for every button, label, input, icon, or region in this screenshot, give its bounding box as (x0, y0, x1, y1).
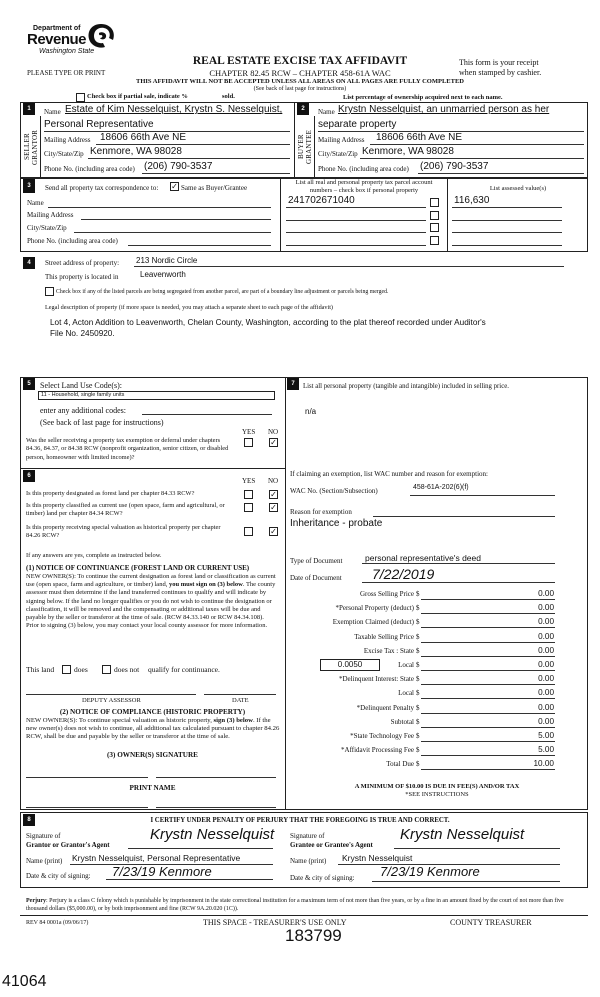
seller-phone-underline (142, 173, 290, 174)
currency-sign: $ (416, 590, 420, 598)
currency-sign: $ (416, 717, 420, 726)
wac-underline (410, 495, 555, 496)
parcel-underline (286, 207, 426, 208)
amount-label: Subtotal (390, 717, 414, 726)
wac-label: WAC No. (Section/Subsection) (290, 487, 378, 495)
exemption-question: Was the seller receiving a property tax exemption or deferral under chapters 84.36, 84.37, or 84.38 RCW (nonprofit organization, senior citizen, or disabled person, homeowner with limited income)? (26, 437, 229, 461)
s3-city-underline (74, 232, 271, 233)
perjury-text: : Perjury is a class C felony which is punishable by imprisonment in the state correctional institution for a maximum term of not more than five years, or by a fine in an amount fixed by the court of not more than five thousand dollars ($5,000.00), or by both imprisonment and fine (RCW 9A.20.020 (1C)). (26, 898, 564, 912)
certify-statement: I CERTIFY UNDER PENALTY OF PERJURY THAT THE FOREGOING IS TRUE AND CORRECT. (150, 817, 450, 824)
s6-yes-header: YES (242, 477, 256, 485)
parcel-underline (286, 245, 426, 246)
buyer-side-label (295, 116, 315, 178)
street-address-label: Street address of property: (45, 259, 120, 267)
seller-name-line2[interactable]: Personal Representative (44, 119, 154, 130)
notice1-title: (1) NOTICE OF CONTINUANCE (FOREST LAND OR CURRENT USE) (26, 564, 250, 572)
please-type-or-print: PLEASE TYPE OR PRINT (27, 69, 106, 77)
assessed-value[interactable]: 116,630 (454, 195, 490, 206)
amount-label: *Personal Property (deduct) (335, 604, 414, 613)
notice1-text-b: . The county assessor must then determine if the land transferred continues to qualify and will indicate by signing below. If the land no longer qualifies or you do not wish to continue the designation or classification, it will be removed and the compensating or additional taxes will be due and payable by the seller or transferor at the time of sale. (RCW 84.33.140 or RCW 84.34.108). Prior to signing (3) below, you may contact your local county assessor for more information. (26, 581, 276, 630)
personal-property-checkbox[interactable] (430, 223, 439, 232)
amount-underline (421, 741, 555, 742)
s3-city-label: City/State/Zip (27, 224, 67, 232)
receipt-note-2: when stamped by cashier. (459, 68, 542, 77)
doc-date-value[interactable]: 7/22/2019 (372, 566, 435, 582)
legal-description-label: Legal description of property (if more space is needed, you may attach a separate sheet to each page of the affidavit) (45, 304, 333, 311)
grantee-date-underline (372, 881, 560, 882)
amount-value[interactable]: 0.00 (538, 688, 554, 698)
amount-label: *State Technology Fee (350, 732, 414, 740)
section-8-number: 8 (23, 814, 35, 826)
currency-sign: $ (416, 732, 420, 740)
if-yes-note: If any answers are yes, complete as instructed below. (26, 552, 162, 559)
amount-value[interactable]: 0.00 (538, 660, 554, 669)
deputy-assessor-line[interactable] (26, 694, 196, 695)
seller-mailing-underline (96, 144, 290, 145)
doc-type-label: Type of Document (290, 557, 343, 565)
currency-sign: $ (416, 703, 420, 712)
notice2-bold: sign (3) below (213, 717, 253, 724)
amount-underline (421, 769, 555, 770)
local-rate-value: 0.0050 (337, 660, 363, 669)
parcel-number[interactable]: 241702671040 (288, 195, 355, 206)
footer-rule (20, 915, 588, 916)
grantee-name-label: Name (print) (290, 857, 327, 865)
does-not-label: does not (114, 665, 140, 674)
grantee-date-label: Date & city of signing: (290, 874, 355, 882)
located-in-label: This property is located in (45, 273, 119, 281)
county-treasurer-label: COUNTY TREASURER (450, 918, 532, 927)
amount-value[interactable]: 0.00 (538, 716, 554, 726)
qualify-label: qualify for continuance. (148, 665, 220, 674)
amount-value[interactable]: 5.00 (538, 745, 554, 755)
logo-line3: Washington State (39, 48, 95, 55)
section-7-number: 7 (287, 378, 299, 390)
amount-label: *Delinquent Penalty (356, 703, 414, 712)
deputy-assessor-label: DEPUTY ASSESSOR (82, 697, 141, 704)
land-does-checkbox[interactable] (62, 665, 71, 674)
amount-value[interactable]: 10.00 (533, 759, 554, 769)
amount-value[interactable]: 0.00 (538, 603, 554, 613)
amount-label: Taxable Selling Price (354, 632, 414, 641)
seller-phone[interactable]: (206) 790-3537 (144, 161, 213, 172)
amount-label: Total Due (386, 760, 414, 769)
amount-underline (421, 627, 555, 628)
treasurer-use-label: THIS SPACE - TREASURER'S USE ONLY (203, 918, 347, 927)
section-6-top-rule (20, 468, 285, 469)
send-correspondence-label: Send all property tax correspondence to: (45, 184, 159, 192)
doc-type-underline (362, 563, 555, 564)
amount-value[interactable]: 0.00 (538, 589, 554, 598)
buyer-mailing-label: Mailing Address (318, 136, 365, 144)
currency-sign: $ (416, 689, 420, 698)
buyer-mailing-underline (370, 144, 584, 145)
wac-value[interactable]: 458-61A-202(6)(f) (413, 484, 469, 491)
grantee-sig-label-2: Grantee or Grantee's Agent (290, 841, 373, 849)
currency-sign: $ (416, 632, 420, 641)
reason-label: Reason for exemption (290, 508, 352, 516)
notice2-text-a: NEW OWNER(S): To continue special valuation as historic property, (26, 717, 212, 724)
seller-city-label: City/State/Zip (44, 150, 84, 158)
s6-question-text: Is this property designated as forest land per chapter 84.33 RCW? (26, 490, 195, 497)
assessed-header: List assessed value(s) (489, 185, 547, 192)
legal-description-line2[interactable]: File No. 2450920. (50, 329, 115, 338)
see-instructions-note: *SEE INSTRUCTIONS (405, 791, 469, 798)
exemption-no-checkbox[interactable]: ✓ (270, 438, 277, 447)
form-revision: REV 84 0001a (09/06/17) (26, 920, 89, 926)
grantor-date-underline (106, 879, 273, 880)
currency-sign: $ (416, 760, 420, 769)
section-2-number: 2 (297, 103, 309, 115)
s6-question-text: Is this property receiving special valuation as historical property per chapter 84.26 RCW? (26, 524, 221, 540)
s5-no-header: NO (268, 428, 279, 436)
currency-sign: $ (416, 661, 420, 669)
additional-codes-label: enter any additional codes: (40, 406, 126, 415)
buyer-phone-label: Phone No. (including area code) (318, 165, 409, 173)
grantor-sig-label-1: Signature of (26, 832, 61, 840)
seller-name-line1[interactable]: Estate of Kim Nesselquist, Krystn S. Nesselquist, (65, 104, 283, 115)
s3-phone-underline (128, 245, 271, 246)
amount-label: Exemption Claimed (deduct) (332, 618, 414, 627)
buyer-name-line1[interactable]: Krystn Nesselquist, an unmarried person as her (338, 104, 550, 115)
form-subtitle: CHAPTER 82.45 RCW – CHAPTER 458-61A WAC (209, 68, 391, 78)
buyer-label: BUYER (297, 134, 305, 160)
amount-label: *Affidavit Processing Fee (341, 746, 414, 755)
buyer-city-label: City/State/Zip (318, 150, 358, 158)
grantor-name[interactable]: Krystn Nesselquist, Personal Representative (72, 853, 241, 863)
buyer-city-underline (360, 158, 584, 159)
s6-q2-no-checkbox[interactable]: ✓ (270, 503, 277, 512)
section-1-number: 1 (23, 103, 35, 115)
amount-underline (421, 599, 555, 600)
notice1-body (26, 573, 278, 630)
assessor-date-label: DATE (232, 697, 249, 704)
currency-sign: $ (416, 604, 420, 613)
amount-underline (421, 684, 555, 685)
section-6-number: 6 (23, 470, 35, 482)
land-use-label: Select Land Use Code(s): (40, 381, 122, 390)
s3-name-label: Name (27, 199, 44, 207)
amount-value[interactable]: 0.00 (538, 702, 554, 712)
s5-see-back: (See back of last page for instructions) (40, 418, 164, 427)
personal-property-checkbox[interactable] (430, 211, 439, 220)
s3-phone-label: Phone No. (including area code) (27, 237, 118, 245)
owner-signature-label: (3) OWNER(S) SIGNATURE (107, 751, 198, 759)
personal-property-checkbox[interactable] (430, 198, 439, 207)
s3-mailing-label: Mailing Address (27, 211, 74, 219)
same-as-buyer-label: Same as Buyer/Grantee (181, 184, 248, 192)
completion-warning: THIS AFFIDAVIT WILL NOT BE ACCEPTED UNLESS ALL AREAS ON ALL PAGES ARE FULLY COMPLETED (136, 78, 464, 85)
amount-label: Local (398, 689, 414, 698)
amount-underline (421, 656, 555, 657)
buyer-phone-underline (418, 173, 584, 174)
assessed-underline (452, 207, 562, 208)
grantor-date-label: Date & city of signing: (26, 872, 91, 880)
buyer-name-label: Name (318, 108, 335, 116)
buyer-city[interactable]: Kenmore, WA 98028 (362, 146, 454, 157)
seller-side-label (21, 116, 41, 178)
reason-value[interactable]: Inheritance - probate (290, 518, 383, 529)
amount-value[interactable]: 0.00 (538, 631, 554, 641)
amount-label: Gross Selling Price (359, 590, 414, 598)
parcel-underline (286, 232, 426, 233)
grantee-signature[interactable]: Krystn Nesselquist (400, 826, 525, 843)
s6-q1-yes-checkbox[interactable] (244, 490, 253, 499)
notice1-bold: you must sign on (3) below (168, 581, 243, 589)
owner-signature-line-1[interactable] (26, 777, 148, 778)
street-underline (134, 266, 564, 267)
buyer-phone[interactable]: (206) 790-3537 (420, 161, 489, 172)
exemption-yes-checkbox[interactable] (244, 438, 253, 447)
section-4-number: 4 (23, 257, 35, 269)
print-name-line-2[interactable] (156, 807, 276, 808)
dor-swirl-logo-icon (85, 22, 117, 50)
s5-yes-header: YES (242, 428, 256, 436)
currency-sign: $ (416, 646, 420, 655)
parcel-header-2: numbers – check box if personal property (309, 187, 419, 194)
personal-property-value[interactable]: n/a (305, 407, 317, 416)
amount-value[interactable]: 0.00 (538, 617, 554, 627)
partial-sale-checkbox[interactable] (76, 93, 85, 102)
minimum-due-note: A MINIMUM OF $10.00 IS DUE IN FEE(S) AND/OR TAX (354, 783, 520, 790)
margin-number: 41064 (2, 973, 47, 990)
amount-underline (421, 755, 555, 756)
assessed-underline (452, 245, 562, 246)
notice1-text-a: NEW OWNER(S): To continue the current designation as forest land or classification as current use (open space, farm and agriculture, or timber) land, (26, 573, 276, 589)
assessed-underline (452, 232, 562, 233)
exemption-claim-label: If claiming an exemption, list WAC number and reason for exemption: (290, 470, 488, 478)
s6-q2-yes-checkbox[interactable] (244, 503, 253, 512)
assessor-date-line[interactable] (204, 694, 276, 695)
amount-value[interactable]: 0.00 (538, 674, 554, 684)
segregated-label: Check box if any of the listed parcels are being segregated from another parcel, are part of a boundary line adjustment or parcels being merged. (56, 289, 389, 295)
reason-underline (373, 516, 555, 517)
grantee-date-city[interactable]: 7/23/19 Kenmore (380, 864, 480, 879)
perjury-notice (26, 897, 576, 913)
amount-label: *Delinquent Interest: State (338, 675, 414, 684)
land-does-not-checkbox[interactable] (102, 665, 111, 674)
assessed-underline (452, 220, 562, 221)
section-3-number: 3 (23, 179, 35, 193)
section-5-number: 5 (23, 378, 35, 390)
dor-logo (27, 22, 127, 62)
parcel-header-1: List all real and personal property tax parcel account (295, 179, 433, 186)
amount-underline (421, 727, 555, 728)
grantor-sig-label-2: Grantor or Grantor's Agent (26, 841, 110, 849)
receipt-note-1: This form is your receipt (459, 58, 539, 67)
seller-label: SELLER (23, 133, 31, 161)
grantee-name[interactable]: Krystn Nesselquist (342, 853, 413, 863)
doc-date-underline (362, 582, 555, 583)
land-use-select[interactable] (38, 391, 275, 400)
segregated-checkbox[interactable] (45, 287, 54, 296)
amount-label: Local (398, 661, 414, 669)
seller-name-label: Name (44, 108, 61, 116)
notice2-body (26, 717, 282, 741)
amount-value[interactable]: 5.00 (538, 731, 554, 740)
notice2-title: (2) NOTICE OF COMPLIANCE (HISTORIC PROPERTY) (59, 708, 246, 716)
notice2-text-b: . If the new owner(s) does not wish to continue, all additional tax calculated pursuant to chapter 84.26 RCW, shall be due and payable by the seller or transferor at the time of sale. (26, 717, 280, 740)
amount-underline (421, 642, 555, 643)
land-use-value: 11 - Household, single family units (41, 392, 125, 398)
currency-sign: $ (416, 618, 420, 627)
buyer-mailing[interactable]: 18606 66th Ave NE (376, 132, 462, 143)
currency-sign: $ (416, 746, 420, 755)
same-as-buyer-checkbox[interactable]: ✓ (171, 182, 178, 191)
amount-underline (421, 613, 555, 614)
see-back-note: (See back of last page for instructions) (253, 86, 347, 92)
seller-city[interactable]: Kenmore, WA 98028 (90, 146, 182, 157)
s3-name-underline (48, 207, 271, 208)
buyer-name-line2[interactable]: separate property (318, 119, 397, 130)
grantor-name-label: Name (print) (26, 857, 63, 865)
seller-mailing-label: Mailing Address (44, 136, 91, 144)
s6-q3-no-checkbox[interactable]: ✓ (270, 527, 277, 536)
amount-value[interactable]: 0.00 (538, 645, 554, 655)
form-title: REAL ESTATE EXCISE TAX AFFIDAVIT (192, 55, 408, 67)
grantee-sig-underline (394, 848, 560, 849)
does-label: does (74, 665, 88, 674)
amount-underline (421, 713, 555, 714)
amount-underline (421, 698, 555, 699)
doc-type-value[interactable]: personal representative's deed (365, 553, 481, 563)
print-name-line-1[interactable] (26, 807, 148, 808)
grantor-label: GRANTOR (31, 129, 39, 165)
grantee-label: GRANTEE (305, 129, 313, 165)
s6-question-text: Is this property classified as current use (open space, farm and agricultural, or timber) land per chapter 84.34 RCW? (26, 502, 225, 518)
logo-line1: Department of (33, 25, 81, 32)
street-address[interactable]: 213 Nordic Circle (136, 256, 198, 265)
parcel-underline (286, 220, 426, 221)
partial-sale-sold: sold. (222, 93, 235, 100)
located-in[interactable]: Leavenworth (140, 270, 186, 279)
amount-underline (421, 670, 555, 671)
s6-q3-yes-checkbox[interactable] (244, 527, 253, 536)
grantor-date-city[interactable]: 7/23/19 Kenmore (112, 864, 212, 879)
seller-city-underline (88, 158, 290, 159)
currency-sign: $ (416, 675, 420, 684)
amount-label: Excise Tax : State (363, 646, 414, 655)
personal-property-label: List all personal property (tangible and intangible) included in selling price. (303, 383, 509, 390)
owner-signature-line-2[interactable] (156, 777, 276, 778)
grantor-sig-underline (128, 848, 273, 849)
ownership-note: List percentage of ownership acquired next to each name. (343, 94, 503, 101)
additional-codes-input[interactable] (142, 414, 272, 415)
s3-mailing-underline (81, 219, 271, 220)
legal-description-line1[interactable]: Lot 4, Acton Addition to Leavenworth, Chelan County, Washington, according to the plat thereof recorded under Auditor's (50, 318, 486, 327)
this-land-label: This land (26, 665, 55, 674)
logo-line2: Revenue (27, 31, 87, 48)
print-name-label: PRINT NAME (129, 784, 176, 792)
perjury-bold: Perjury (26, 898, 46, 904)
personal-property-checkbox[interactable] (430, 236, 439, 245)
grantee-sig-label-1: Signature of (290, 832, 325, 840)
partial-sale-label: Check box if partial sale, indicate % (87, 93, 188, 100)
stamp-number: 183799 (285, 926, 342, 945)
seller-mailing[interactable]: 18606 66th Ave NE (100, 132, 186, 143)
s6-q1-no-checkbox[interactable]: ✓ (270, 490, 277, 499)
grantor-signature[interactable]: Krystn Nesselquist (150, 826, 275, 843)
seller-phone-label: Phone No. (including area code) (44, 165, 135, 173)
doc-date-label: Date of Document (290, 574, 342, 582)
s6-no-header: NO (268, 477, 279, 485)
